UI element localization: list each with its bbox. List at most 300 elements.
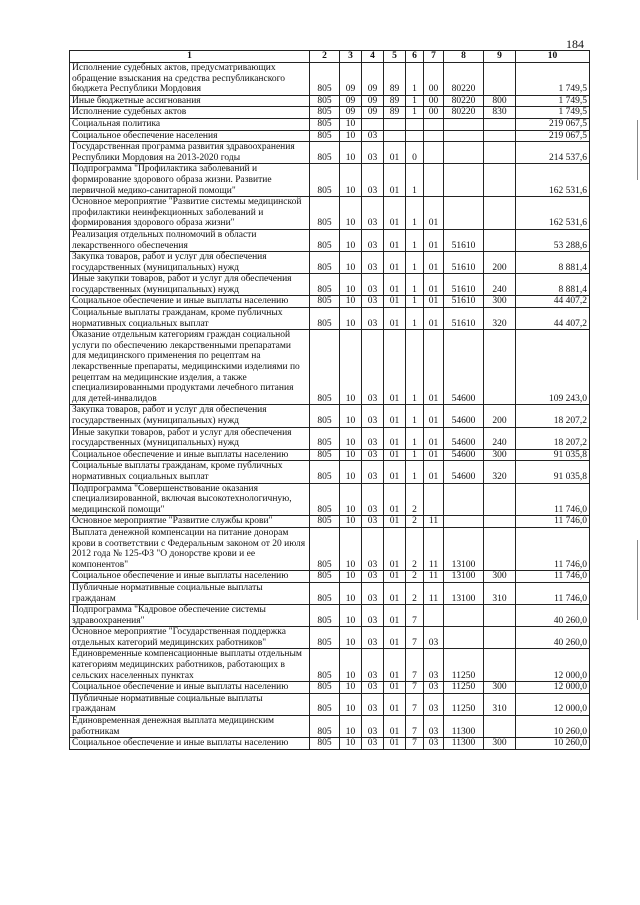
direction-cell: 11250 bbox=[444, 693, 484, 715]
table-row bbox=[70, 682, 590, 694]
section-cell: 10 bbox=[340, 571, 362, 583]
amount-cell: 10 260,0 bbox=[516, 738, 590, 750]
section-cell: 10 bbox=[340, 142, 362, 164]
direction-cell: 54600 bbox=[444, 449, 484, 461]
table-row bbox=[70, 118, 590, 130]
direction-cell: 54600 bbox=[444, 405, 484, 427]
table-row bbox=[70, 107, 590, 119]
section-cell: 09 bbox=[340, 63, 362, 96]
gov-code-cell: 805 bbox=[310, 95, 340, 107]
direction-cell bbox=[444, 516, 484, 528]
expense-type-cell: 320 bbox=[484, 461, 516, 483]
program-cell: 01 bbox=[384, 716, 406, 738]
subsection-cell: 03 bbox=[362, 461, 384, 483]
section-cell: 10 bbox=[340, 405, 362, 427]
program-cell: 01 bbox=[384, 649, 406, 682]
amount-cell: 219 067,5 bbox=[516, 118, 590, 130]
direction-cell: 13100 bbox=[444, 527, 484, 570]
amount-cell: 12 000,0 bbox=[516, 693, 590, 715]
event-cell: 01 bbox=[424, 330, 444, 405]
subsection-cell: 03 bbox=[362, 274, 384, 296]
section-cell: 10 bbox=[340, 605, 362, 627]
expense-type-cell: 300 bbox=[484, 738, 516, 750]
subprogram-cell: 0 bbox=[406, 142, 424, 164]
amount-cell: 40 260,0 bbox=[516, 627, 590, 649]
expense-type-cell: 300 bbox=[484, 296, 516, 308]
expense-type-cell bbox=[484, 229, 516, 251]
table-body bbox=[70, 63, 590, 750]
program-cell: 01 bbox=[384, 738, 406, 750]
gov-code-cell: 805 bbox=[310, 274, 340, 296]
table-row bbox=[70, 571, 590, 583]
program-cell: 01 bbox=[384, 461, 406, 483]
section-cell: 10 bbox=[340, 229, 362, 251]
event-cell: 01 bbox=[424, 252, 444, 274]
table-row bbox=[70, 693, 590, 715]
table-row bbox=[70, 405, 590, 427]
event-cell: 03 bbox=[424, 627, 444, 649]
subsection-cell: 03 bbox=[362, 197, 384, 230]
gov-code-cell: 805 bbox=[310, 427, 340, 449]
expense-type-cell bbox=[484, 63, 516, 96]
scan-edge-mark bbox=[637, 120, 638, 180]
subprogram-cell: 7 bbox=[406, 682, 424, 694]
row-name-cell: Выплата денежной компенсации на питание донорам крови в соответствии с Федеральным законом от 20 июля 2012 года № 125-ФЗ "О донорстве крови и ее компонентов" bbox=[70, 527, 310, 570]
table-row bbox=[70, 605, 590, 627]
subprogram-cell: 7 bbox=[406, 716, 424, 738]
section-cell: 09 bbox=[340, 95, 362, 107]
gov-code-cell: 805 bbox=[310, 296, 340, 308]
event-cell bbox=[424, 118, 444, 130]
table-row bbox=[70, 95, 590, 107]
event-cell bbox=[424, 483, 444, 516]
header-cell: 7 bbox=[424, 51, 444, 63]
scan-edge-mark bbox=[637, 540, 638, 620]
direction-cell: 51610 bbox=[444, 308, 484, 330]
section-cell: 10 bbox=[340, 449, 362, 461]
expense-type-cell: 800 bbox=[484, 95, 516, 107]
section-cell: 10 bbox=[340, 527, 362, 570]
program-cell bbox=[384, 118, 406, 130]
subprogram-cell bbox=[406, 118, 424, 130]
gov-code-cell: 805 bbox=[310, 682, 340, 694]
row-name-cell: Основное мероприятие "Развитие системы медицинской профилактики неинфекционных заболеваний и формирования здорового образа жизни" bbox=[70, 197, 310, 230]
direction-cell: 51610 bbox=[444, 252, 484, 274]
subprogram-cell: 7 bbox=[406, 627, 424, 649]
row-name-cell: Единовременная денежная выплата медицинским работникам bbox=[70, 716, 310, 738]
event-cell: 11 bbox=[424, 571, 444, 583]
header-row bbox=[70, 51, 590, 63]
subprogram-cell: 1 bbox=[406, 405, 424, 427]
amount-cell: 219 067,5 bbox=[516, 130, 590, 142]
header-cell: 4 bbox=[362, 51, 384, 63]
table-row bbox=[70, 229, 590, 251]
subsection-cell: 03 bbox=[362, 716, 384, 738]
subsection-cell: 03 bbox=[362, 516, 384, 528]
gov-code-cell: 805 bbox=[310, 516, 340, 528]
table-row bbox=[70, 483, 590, 516]
expense-type-cell bbox=[484, 627, 516, 649]
direction-cell: 13100 bbox=[444, 582, 484, 604]
section-cell: 10 bbox=[340, 461, 362, 483]
table-row bbox=[70, 274, 590, 296]
event-cell: 01 bbox=[424, 405, 444, 427]
amount-cell: 109 243,0 bbox=[516, 330, 590, 405]
event-cell: 00 bbox=[424, 107, 444, 119]
event-cell: 11 bbox=[424, 527, 444, 570]
subprogram-cell: 1 bbox=[406, 308, 424, 330]
event-cell: 03 bbox=[424, 693, 444, 715]
amount-cell: 10 260,0 bbox=[516, 716, 590, 738]
subprogram-cell: 1 bbox=[406, 427, 424, 449]
direction-cell bbox=[444, 118, 484, 130]
expense-type-cell bbox=[484, 516, 516, 528]
program-cell: 01 bbox=[384, 164, 406, 197]
direction-cell: 13100 bbox=[444, 571, 484, 583]
gov-code-cell: 805 bbox=[310, 330, 340, 405]
section-cell: 10 bbox=[340, 716, 362, 738]
direction-cell bbox=[444, 197, 484, 230]
section-cell: 10 bbox=[340, 308, 362, 330]
row-name-cell: Закупка товаров, работ и услуг для обеспечения государственных (муниципальных) нужд bbox=[70, 405, 310, 427]
gov-code-cell: 805 bbox=[310, 229, 340, 251]
subsection-cell: 03 bbox=[362, 308, 384, 330]
amount-cell: 91 035,8 bbox=[516, 461, 590, 483]
expense-type-cell bbox=[484, 142, 516, 164]
subprogram-cell: 2 bbox=[406, 483, 424, 516]
row-name-cell: Социальное обеспечение и иные выплаты населению bbox=[70, 738, 310, 750]
row-name-cell: Социальное обеспечение и иные выплаты населению bbox=[70, 682, 310, 694]
expense-type-cell bbox=[484, 118, 516, 130]
table-row bbox=[70, 330, 590, 405]
subsection-cell: 03 bbox=[362, 130, 384, 142]
subsection-cell: 03 bbox=[362, 571, 384, 583]
subsection-cell: 09 bbox=[362, 95, 384, 107]
direction-cell bbox=[444, 627, 484, 649]
row-name-cell: Социальное обеспечение и иные выплаты населению bbox=[70, 571, 310, 583]
direction-cell: 11250 bbox=[444, 682, 484, 694]
program-cell: 01 bbox=[384, 330, 406, 405]
direction-cell: 51610 bbox=[444, 296, 484, 308]
direction-cell bbox=[444, 142, 484, 164]
expense-type-cell bbox=[484, 527, 516, 570]
table-row bbox=[70, 63, 590, 96]
section-cell: 09 bbox=[340, 107, 362, 119]
event-cell bbox=[424, 164, 444, 197]
subprogram-cell: 1 bbox=[406, 274, 424, 296]
program-cell: 01 bbox=[384, 682, 406, 694]
subprogram-cell: 2 bbox=[406, 527, 424, 570]
gov-code-cell: 805 bbox=[310, 197, 340, 230]
row-name-cell: Основное мероприятие "Государственная поддержка отдельных категорий медицинских работников" bbox=[70, 627, 310, 649]
table-row bbox=[70, 627, 590, 649]
subprogram-cell: 7 bbox=[406, 693, 424, 715]
direction-cell: 80220 bbox=[444, 107, 484, 119]
expense-type-cell bbox=[484, 483, 516, 516]
subsection-cell: 03 bbox=[362, 229, 384, 251]
section-cell: 10 bbox=[340, 693, 362, 715]
gov-code-cell: 805 bbox=[310, 527, 340, 570]
event-cell: 03 bbox=[424, 738, 444, 750]
program-cell: 01 bbox=[384, 605, 406, 627]
gov-code-cell: 805 bbox=[310, 164, 340, 197]
event-cell: 11 bbox=[424, 516, 444, 528]
section-cell: 10 bbox=[340, 516, 362, 528]
event-cell: 03 bbox=[424, 649, 444, 682]
program-cell: 01 bbox=[384, 252, 406, 274]
direction-cell: 54600 bbox=[444, 427, 484, 449]
budget-table bbox=[69, 50, 590, 750]
subsection-cell: 03 bbox=[362, 693, 384, 715]
program-cell: 01 bbox=[384, 693, 406, 715]
expense-type-cell: 320 bbox=[484, 308, 516, 330]
row-name-cell: Реализация отдельных полномочий в области лекарственного обеспечения bbox=[70, 229, 310, 251]
section-cell: 10 bbox=[340, 118, 362, 130]
table-row bbox=[70, 142, 590, 164]
expense-type-cell bbox=[484, 130, 516, 142]
header-cell: 8 bbox=[444, 51, 484, 63]
expense-type-cell: 300 bbox=[484, 682, 516, 694]
row-name-cell: Подпрограмма "Совершенствование оказания специализированной, включая высокотехнологичную, медицинской помощи" bbox=[70, 483, 310, 516]
amount-cell: 11 746,0 bbox=[516, 582, 590, 604]
subprogram-cell: 7 bbox=[406, 605, 424, 627]
subprogram-cell: 1 bbox=[406, 164, 424, 197]
expense-type-cell bbox=[484, 197, 516, 230]
row-name-cell: Иные бюджетные ассигнования bbox=[70, 95, 310, 107]
program-cell: 01 bbox=[384, 571, 406, 583]
table-row bbox=[70, 308, 590, 330]
expense-type-cell bbox=[484, 716, 516, 738]
subprogram-cell: 1 bbox=[406, 330, 424, 405]
amount-cell: 53 288,6 bbox=[516, 229, 590, 251]
section-cell: 10 bbox=[340, 682, 362, 694]
subsection-cell: 03 bbox=[362, 252, 384, 274]
gov-code-cell: 805 bbox=[310, 461, 340, 483]
direction-cell: 51610 bbox=[444, 274, 484, 296]
subprogram-cell: 1 bbox=[406, 461, 424, 483]
row-name-cell: Единовременные компенсационные выплаты отдельным категориям медицинских работников, работающих в сельских населенных пунктах bbox=[70, 649, 310, 682]
expense-type-cell bbox=[484, 164, 516, 197]
event-cell: 01 bbox=[424, 274, 444, 296]
table-row bbox=[70, 427, 590, 449]
event-cell: 11 bbox=[424, 582, 444, 604]
subsection-cell: 03 bbox=[362, 649, 384, 682]
gov-code-cell: 805 bbox=[310, 605, 340, 627]
subsection-cell: 03 bbox=[362, 682, 384, 694]
amount-cell: 18 207,2 bbox=[516, 405, 590, 427]
header-cell: 3 bbox=[340, 51, 362, 63]
gov-code-cell: 805 bbox=[310, 63, 340, 96]
amount-cell: 11 746,0 bbox=[516, 571, 590, 583]
direction-cell: 80220 bbox=[444, 63, 484, 96]
table-row bbox=[70, 164, 590, 197]
subprogram-cell: 7 bbox=[406, 738, 424, 750]
gov-code-cell: 805 bbox=[310, 582, 340, 604]
gov-code-cell: 805 bbox=[310, 738, 340, 750]
header-cell: 10 bbox=[516, 51, 590, 63]
table-row bbox=[70, 461, 590, 483]
subsection-cell: 03 bbox=[362, 449, 384, 461]
program-cell: 01 bbox=[384, 229, 406, 251]
table-row bbox=[70, 738, 590, 750]
direction-cell: 51610 bbox=[444, 229, 484, 251]
event-cell bbox=[424, 142, 444, 164]
amount-cell: 12 000,0 bbox=[516, 649, 590, 682]
gov-code-cell: 805 bbox=[310, 252, 340, 274]
subsection-cell: 03 bbox=[362, 738, 384, 750]
subsection-cell: 03 bbox=[362, 527, 384, 570]
header-cell: 1 bbox=[70, 51, 310, 63]
row-name-cell: Подпрограмма "Кадровое обеспечение системы здравоохранения" bbox=[70, 605, 310, 627]
section-cell: 10 bbox=[340, 627, 362, 649]
program-cell: 01 bbox=[384, 582, 406, 604]
subsection-cell: 03 bbox=[362, 296, 384, 308]
row-name-cell: Социальное обеспечение и иные выплаты населению bbox=[70, 449, 310, 461]
event-cell: 01 bbox=[424, 229, 444, 251]
subsection-cell: 03 bbox=[362, 164, 384, 197]
program-cell: 01 bbox=[384, 483, 406, 516]
program-cell: 01 bbox=[384, 197, 406, 230]
event-cell: 01 bbox=[424, 308, 444, 330]
expense-type-cell: 200 bbox=[484, 252, 516, 274]
table-row bbox=[70, 649, 590, 682]
page-number: 184 bbox=[566, 37, 584, 51]
section-cell: 10 bbox=[340, 649, 362, 682]
subsection-cell: 03 bbox=[362, 605, 384, 627]
direction-cell bbox=[444, 130, 484, 142]
direction-cell: 54600 bbox=[444, 330, 484, 405]
expense-type-cell bbox=[484, 330, 516, 405]
amount-cell: 162 531,6 bbox=[516, 164, 590, 197]
program-cell: 01 bbox=[384, 527, 406, 570]
subsection-cell: 03 bbox=[362, 405, 384, 427]
row-name-cell: Социальное обеспечение и иные выплаты населению bbox=[70, 296, 310, 308]
amount-cell: 162 531,6 bbox=[516, 197, 590, 230]
subsection-cell: 03 bbox=[362, 142, 384, 164]
subprogram-cell bbox=[406, 130, 424, 142]
section-cell: 10 bbox=[340, 274, 362, 296]
section-cell: 10 bbox=[340, 738, 362, 750]
subprogram-cell: 1 bbox=[406, 449, 424, 461]
table-row bbox=[70, 716, 590, 738]
event-cell: 01 bbox=[424, 427, 444, 449]
program-cell: 01 bbox=[384, 449, 406, 461]
row-name-cell: Публичные нормативные социальные выплаты гражданам bbox=[70, 582, 310, 604]
expense-type-cell: 310 bbox=[484, 582, 516, 604]
row-name-cell: Социальные выплаты гражданам, кроме публичных нормативных социальных выплат bbox=[70, 461, 310, 483]
expense-type-cell: 240 bbox=[484, 274, 516, 296]
subprogram-cell: 7 bbox=[406, 649, 424, 682]
program-cell: 01 bbox=[384, 405, 406, 427]
expense-type-cell: 200 bbox=[484, 405, 516, 427]
event-cell: 01 bbox=[424, 197, 444, 230]
program-cell: 01 bbox=[384, 274, 406, 296]
subprogram-cell: 1 bbox=[406, 296, 424, 308]
table-row bbox=[70, 296, 590, 308]
program-cell: 01 bbox=[384, 308, 406, 330]
direction-cell: 54600 bbox=[444, 461, 484, 483]
subprogram-cell: 1 bbox=[406, 197, 424, 230]
row-name-cell: Государственная программа развития здравоохранения Республики Мордовия на 2013-2020 годы bbox=[70, 142, 310, 164]
program-cell: 01 bbox=[384, 142, 406, 164]
program-cell: 01 bbox=[384, 627, 406, 649]
expense-type-cell: 310 bbox=[484, 693, 516, 715]
gov-code-cell: 805 bbox=[310, 405, 340, 427]
subsection-cell: 09 bbox=[362, 63, 384, 96]
program-cell bbox=[384, 130, 406, 142]
expense-type-cell bbox=[484, 649, 516, 682]
amount-cell: 91 035,8 bbox=[516, 449, 590, 461]
row-name-cell: Исполнение судебных актов, предусматривающих обращение взыскания на средства республиканского бюджета Республики Мордовия bbox=[70, 63, 310, 96]
row-name-cell: Основное мероприятие "Развитие службы крови" bbox=[70, 516, 310, 528]
gov-code-cell: 805 bbox=[310, 571, 340, 583]
subprogram-cell: 1 bbox=[406, 252, 424, 274]
table-row bbox=[70, 252, 590, 274]
table-row bbox=[70, 527, 590, 570]
gov-code-cell: 805 bbox=[310, 649, 340, 682]
subsection-cell bbox=[362, 118, 384, 130]
direction-cell: 11300 bbox=[444, 716, 484, 738]
gov-code-cell: 805 bbox=[310, 142, 340, 164]
subprogram-cell: 2 bbox=[406, 582, 424, 604]
direction-cell bbox=[444, 483, 484, 516]
table-row bbox=[70, 449, 590, 461]
section-cell: 10 bbox=[340, 296, 362, 308]
amount-cell: 8 881,4 bbox=[516, 274, 590, 296]
amount-cell: 11 746,0 bbox=[516, 483, 590, 516]
section-cell: 10 bbox=[340, 582, 362, 604]
amount-cell: 18 207,2 bbox=[516, 427, 590, 449]
gov-code-cell: 805 bbox=[310, 483, 340, 516]
subprogram-cell: 1 bbox=[406, 107, 424, 119]
row-name-cell: Исполнение судебных актов bbox=[70, 107, 310, 119]
header-cell: 6 bbox=[406, 51, 424, 63]
program-cell: 01 bbox=[384, 296, 406, 308]
program-cell: 01 bbox=[384, 427, 406, 449]
subsection-cell: 03 bbox=[362, 582, 384, 604]
expense-type-cell: 830 bbox=[484, 107, 516, 119]
direction-cell: 11250 bbox=[444, 649, 484, 682]
event-cell bbox=[424, 130, 444, 142]
program-cell: 89 bbox=[384, 95, 406, 107]
event-cell: 01 bbox=[424, 449, 444, 461]
subsection-cell: 03 bbox=[362, 427, 384, 449]
subsection-cell: 03 bbox=[362, 330, 384, 405]
direction-cell bbox=[444, 164, 484, 197]
subprogram-cell: 1 bbox=[406, 229, 424, 251]
amount-cell: 12 000,0 bbox=[516, 682, 590, 694]
program-cell: 89 bbox=[384, 63, 406, 96]
event-cell: 01 bbox=[424, 461, 444, 483]
gov-code-cell: 805 bbox=[310, 449, 340, 461]
row-name-cell: Иные закупки товаров, работ и услуг для обеспечения государственных (муниципальных) нужд bbox=[70, 427, 310, 449]
section-cell: 10 bbox=[340, 483, 362, 516]
amount-cell: 11 746,0 bbox=[516, 516, 590, 528]
table-row bbox=[70, 130, 590, 142]
table-row bbox=[70, 516, 590, 528]
section-cell: 10 bbox=[340, 130, 362, 142]
row-name-cell: Публичные нормативные социальные выплаты гражданам bbox=[70, 693, 310, 715]
amount-cell: 214 537,6 bbox=[516, 142, 590, 164]
expense-type-cell: 300 bbox=[484, 449, 516, 461]
row-name-cell: Социальные выплаты гражданам, кроме публичных нормативных социальных выплат bbox=[70, 308, 310, 330]
section-cell: 10 bbox=[340, 427, 362, 449]
event-cell bbox=[424, 605, 444, 627]
subprogram-cell: 2 bbox=[406, 571, 424, 583]
header-cell: 9 bbox=[484, 51, 516, 63]
gov-code-cell: 805 bbox=[310, 118, 340, 130]
header-cell: 5 bbox=[384, 51, 406, 63]
